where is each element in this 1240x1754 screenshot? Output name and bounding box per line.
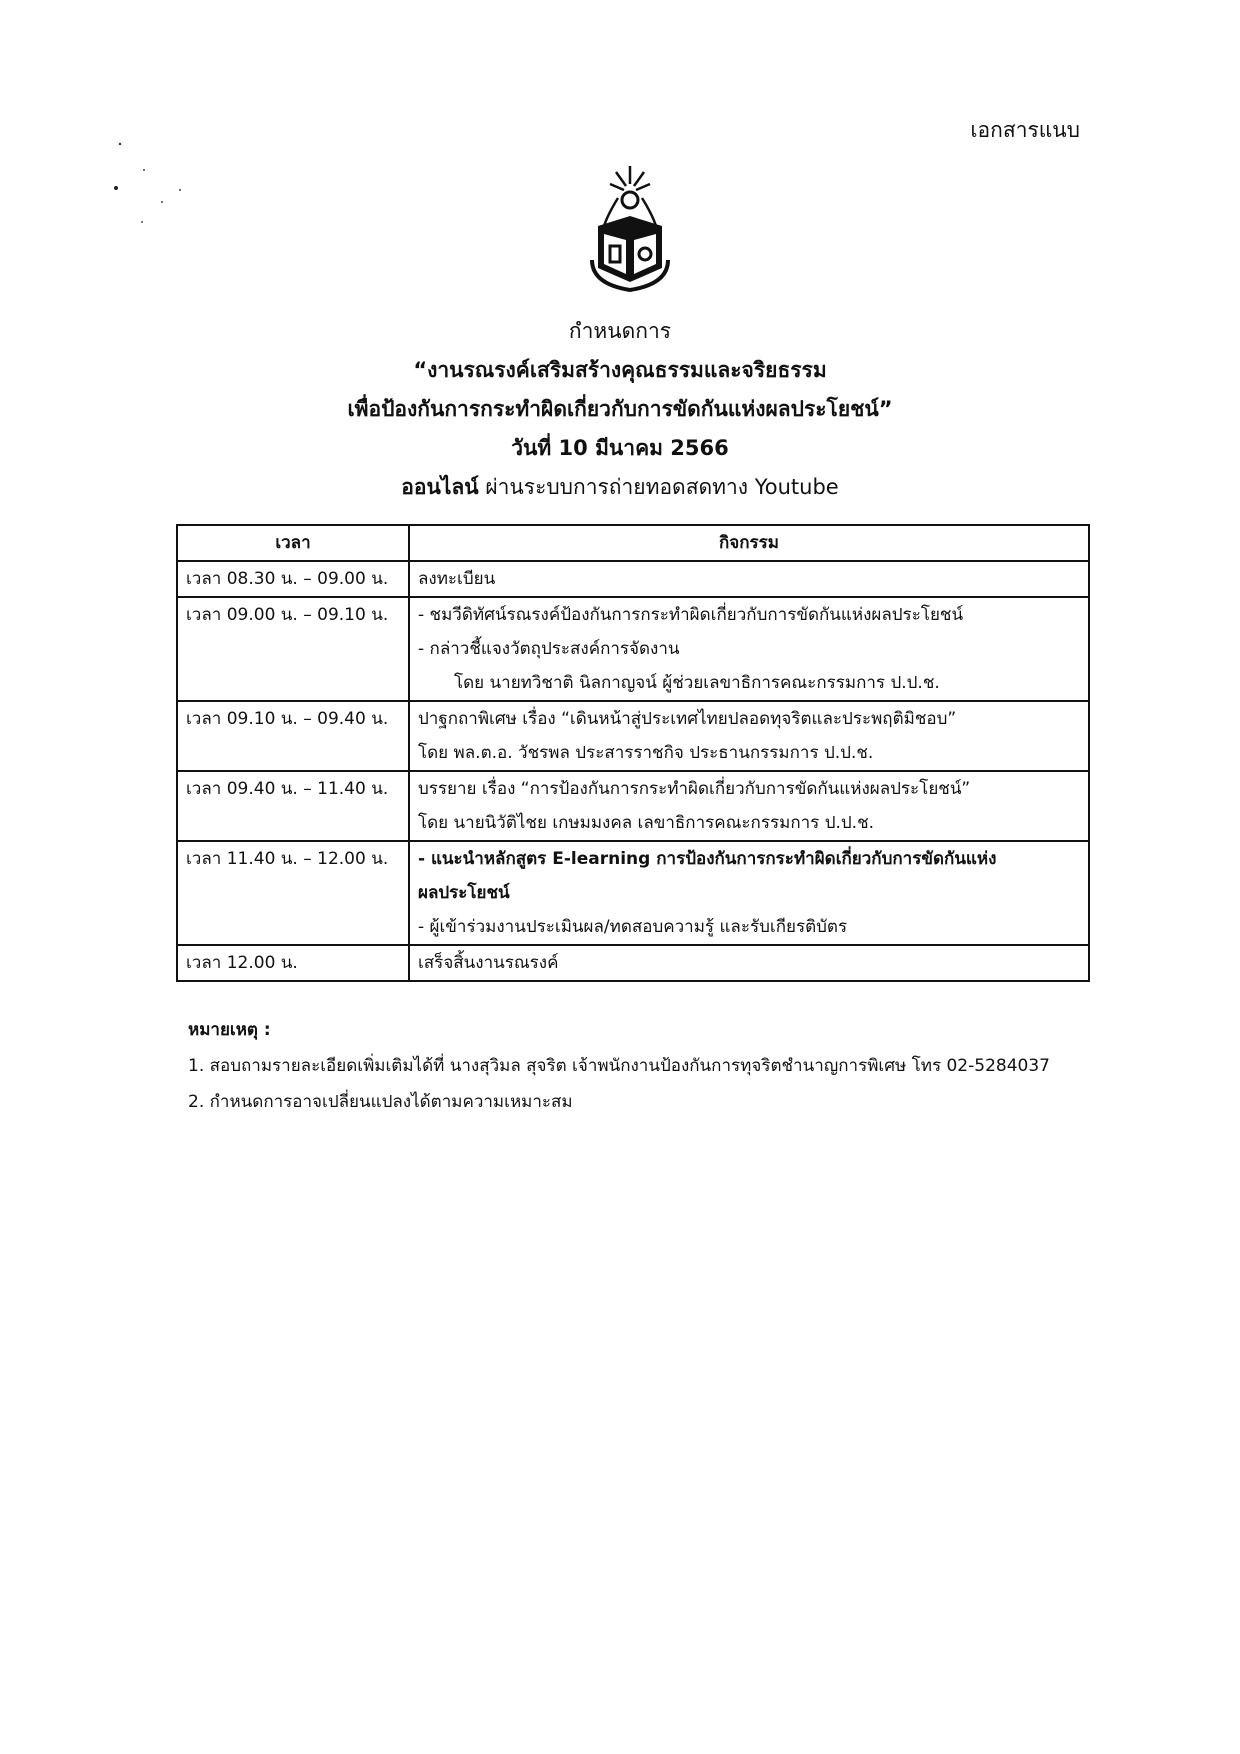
activity-line: ผลประโยชน์ — [418, 883, 510, 903]
activity-line: - ผู้เข้าร่วมงานประเมินผล/ทดสอบความรู้ และรับเกียรติบัตร — [418, 917, 848, 937]
note-item: 2. กำหนดการอาจเปลี่ยนแปลงได้ตามความเหมาะสม — [188, 1092, 573, 1112]
scan-specks — [110, 140, 200, 230]
document-header — [0, 312, 1240, 507]
row-activity — [409, 561, 1089, 597]
row-activity — [409, 771, 1089, 841]
row-activity — [409, 945, 1089, 981]
table-row — [177, 771, 1089, 841]
venue-online: ออนไลน์ — [401, 475, 479, 499]
schedule-table — [176, 524, 1090, 982]
event-venue — [0, 468, 1240, 507]
venue-details: ผ่านระบบการถ่ายทอดสดทาง Youtube — [478, 475, 839, 499]
activity-speaker: โดย พล.ต.อ. วัชรพล ประสารราชกิจ ประธานกรรมการ ป.ป.ช. — [418, 743, 874, 763]
notes-heading: หมายเหตุ : — [188, 1020, 271, 1040]
event-name-line1: “งานรณรงค์เสริมสร้างคุณธรรมและจริยธรรม — [413, 358, 827, 382]
header-activity: กิจกรรม — [409, 525, 1089, 561]
row-activity — [409, 701, 1089, 771]
activity-speaker: โดย นายทวิชาติ นิลกาญจน์ ผู้ช่วยเลขาธิการคณะกรรมการ ป.ป.ช. — [454, 673, 940, 693]
activity-line: ลงทะเบียน — [418, 569, 496, 589]
activity-line: - แนะนำหลักสูตร E-learning การป้องกันการกระทำผิดเกี่ยวกับการขัดกันแห่ง — [418, 849, 997, 869]
event-name-line2: เพื่อป้องกันการกระทำผิดเกี่ยวกับการขัดกันแห่งผลประโยชน์” — [347, 397, 893, 421]
row-time: เวลา 09.40 น. – 11.40 น. — [177, 771, 409, 841]
event-date: วันที่ 10 มีนาคม 2566 — [511, 436, 729, 460]
row-time: เวลา 09.10 น. – 09.40 น. — [177, 701, 409, 771]
row-time: เวลา 12.00 น. — [177, 945, 409, 981]
row-time: เวลา 08.30 น. – 09.00 น. — [177, 561, 409, 597]
row-time: เวลา 09.00 น. – 09.10 น. — [177, 597, 409, 701]
activity-line: - กล่าวชี้แจงวัตถุประสงค์การจัดงาน — [418, 639, 680, 659]
note-item: 1. สอบถามรายละเอียดเพิ่มเติมได้ที่ นางสุวิมล สุจริต เจ้าพนักงานป้องกันการทุจริตชำนาญการพิเศษ โทร 02-5284037 — [188, 1056, 1050, 1076]
header-time: เวลา — [177, 525, 409, 561]
notes-section — [188, 1012, 1050, 1120]
document-title: กำหนดการ — [568, 319, 672, 343]
nacc-seal-logo — [588, 164, 672, 294]
row-time: เวลา 11.40 น. – 12.00 น. — [177, 841, 409, 945]
activity-line: ปาฐกถาพิเศษ เรื่อง “เดินหน้าสู่ประเทศไทยปลอดทุจริตและประพฤติมิชอบ” — [418, 709, 957, 729]
table-header-row — [177, 525, 1089, 561]
table-row — [177, 841, 1089, 945]
row-activity — [409, 597, 1089, 701]
table-row — [177, 701, 1089, 771]
table-row — [177, 561, 1089, 597]
table-row — [177, 945, 1089, 981]
attachment-label: เอกสารแนบ — [970, 118, 1080, 142]
activity-line: - ชมวีดิทัศน์รณรงค์ป้องกันการกระทำผิดเกี่ยวกับการขัดกันแห่งผลประโยชน์ — [418, 605, 964, 625]
row-activity — [409, 841, 1089, 945]
activity-speaker: โดย นายนิวัติไชย เกษมมงคล เลขาธิการคณะกรรมการ ป.ป.ช. — [418, 813, 875, 833]
activity-line: บรรยาย เรื่อง “การป้องกันการกระทำผิดเกี่ยวกับการขัดกันแห่งผลประโยชน์” — [418, 779, 971, 799]
activity-line: เสร็จสิ้นงานรณรงค์ — [418, 953, 559, 973]
table-row — [177, 597, 1089, 701]
